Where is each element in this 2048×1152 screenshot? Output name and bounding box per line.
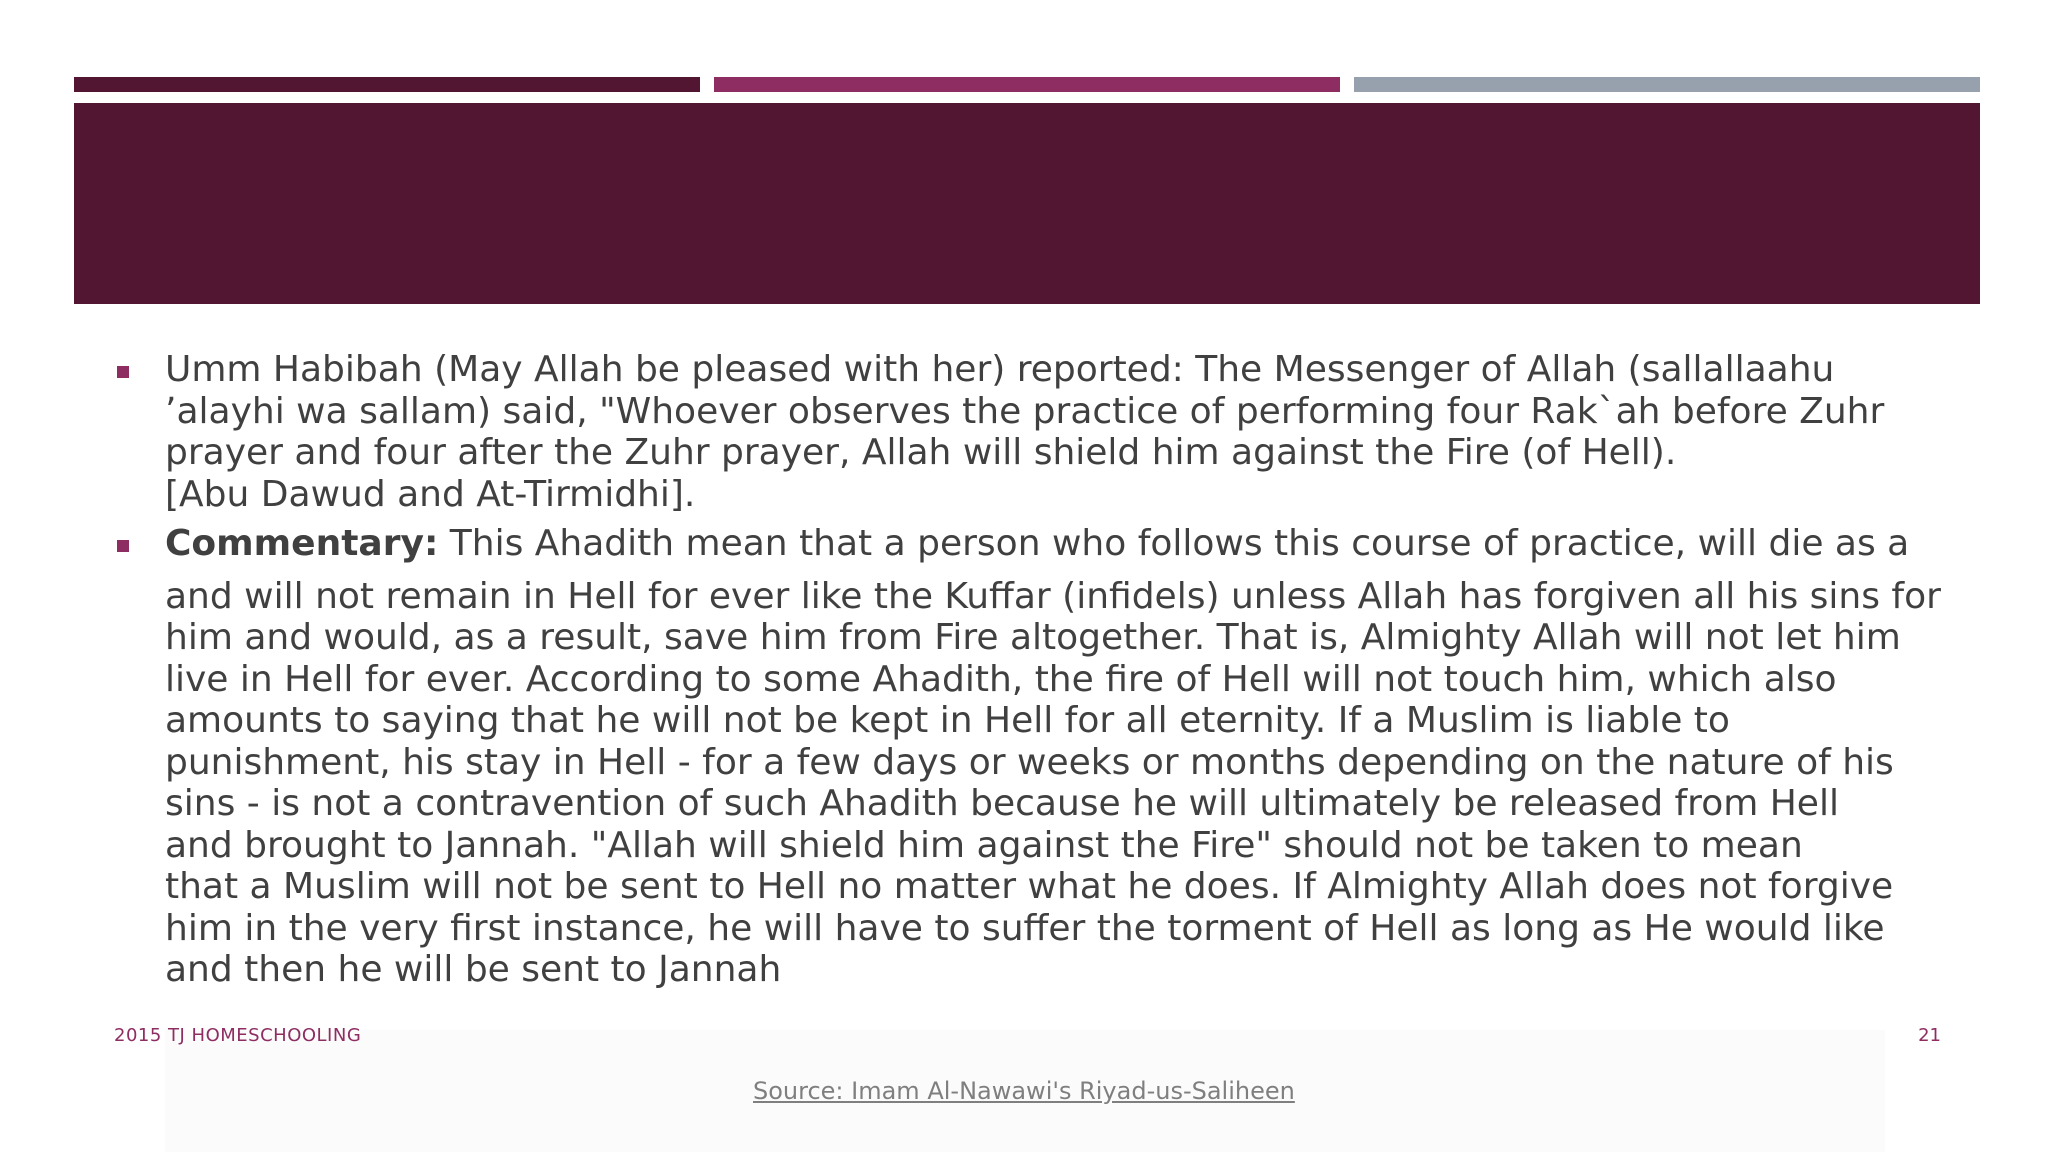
hadith-line: Umm Habibah (May Allah be pleased with her) reported: The Messenger of Allah (sallallaahu (165, 349, 1835, 390)
commentary-line: live in Hell for ever. According to some Ahadith, the fire of Hell will not touch him, which also (165, 658, 1837, 700)
commentary-line: him in the very first instance, he will have to suffer the torment of Hell as long as He would like (165, 907, 1885, 949)
hadith-text (165, 349, 1954, 515)
hadith-reference: [Abu Dawud and At-Tirmidhi]. (165, 473, 696, 515)
slide-body (114, 349, 1954, 991)
source-link[interactable]: Source: Imam Al-Nawawi's Riyad-us-Saliheen (753, 1077, 1295, 1105)
commentary-line: punishment, his stay in Hell - for a few days or weeks or months depending on the nature of his (165, 741, 1894, 783)
bullet-item-commentary (114, 523, 1954, 991)
commentary-line: sins - is not a contravention of such Ahadith because he will ultimately be released from Hell (165, 783, 1839, 824)
hadith-line: ’alayhi wa sallam) said, "Whoever observes the practice of performing four Rak`ah before Zuhr (165, 390, 1885, 432)
commentary-line: and brought to Jannah. "Allah will shield him against the Fire" should not be taken to mean (165, 824, 1803, 866)
title-band (74, 103, 1980, 304)
square-bullet-icon (117, 366, 129, 378)
commentary-first-line (165, 523, 1954, 565)
page-number: 21 (1918, 1025, 1941, 1046)
commentary-text (165, 576, 1954, 991)
commentary-line: that a Muslim will not be sent to Hell no matter what he does. If Almighty Allah does not forgive (165, 866, 1894, 907)
bullet-item-hadith (114, 349, 1954, 515)
square-bullet-icon (117, 540, 129, 552)
commentary-line: and will not remain in Hell for ever like the Kuffar (infidels) unless Allah has forgiven all his sins for (165, 575, 1941, 617)
accent-bar-magenta (714, 77, 1340, 92)
accent-bar-dark (74, 77, 700, 92)
commentary-line: amounts to saying that he will not be kept in Hell for all eternity. If a Muslim is liable to (165, 700, 1730, 741)
commentary-label: Commentary: (165, 523, 439, 564)
commentary-line: and then he will be sent to Jannah (165, 949, 782, 990)
commentary-line: him and would, as a result, save him from Fire altogether. That is, Almighty Allah will not let him (165, 617, 1901, 658)
accent-bar-gray (1354, 77, 1980, 92)
commentary-first-text: This Ahadith mean that a person who follows this course of practice, will die as a (438, 523, 1910, 564)
hadith-line: prayer and four after the Zuhr prayer, Allah will shield him against the Fire (of Hell). (165, 432, 1677, 473)
footer-organization: 2015 TJ HOMESCHOOLING (114, 1025, 362, 1046)
